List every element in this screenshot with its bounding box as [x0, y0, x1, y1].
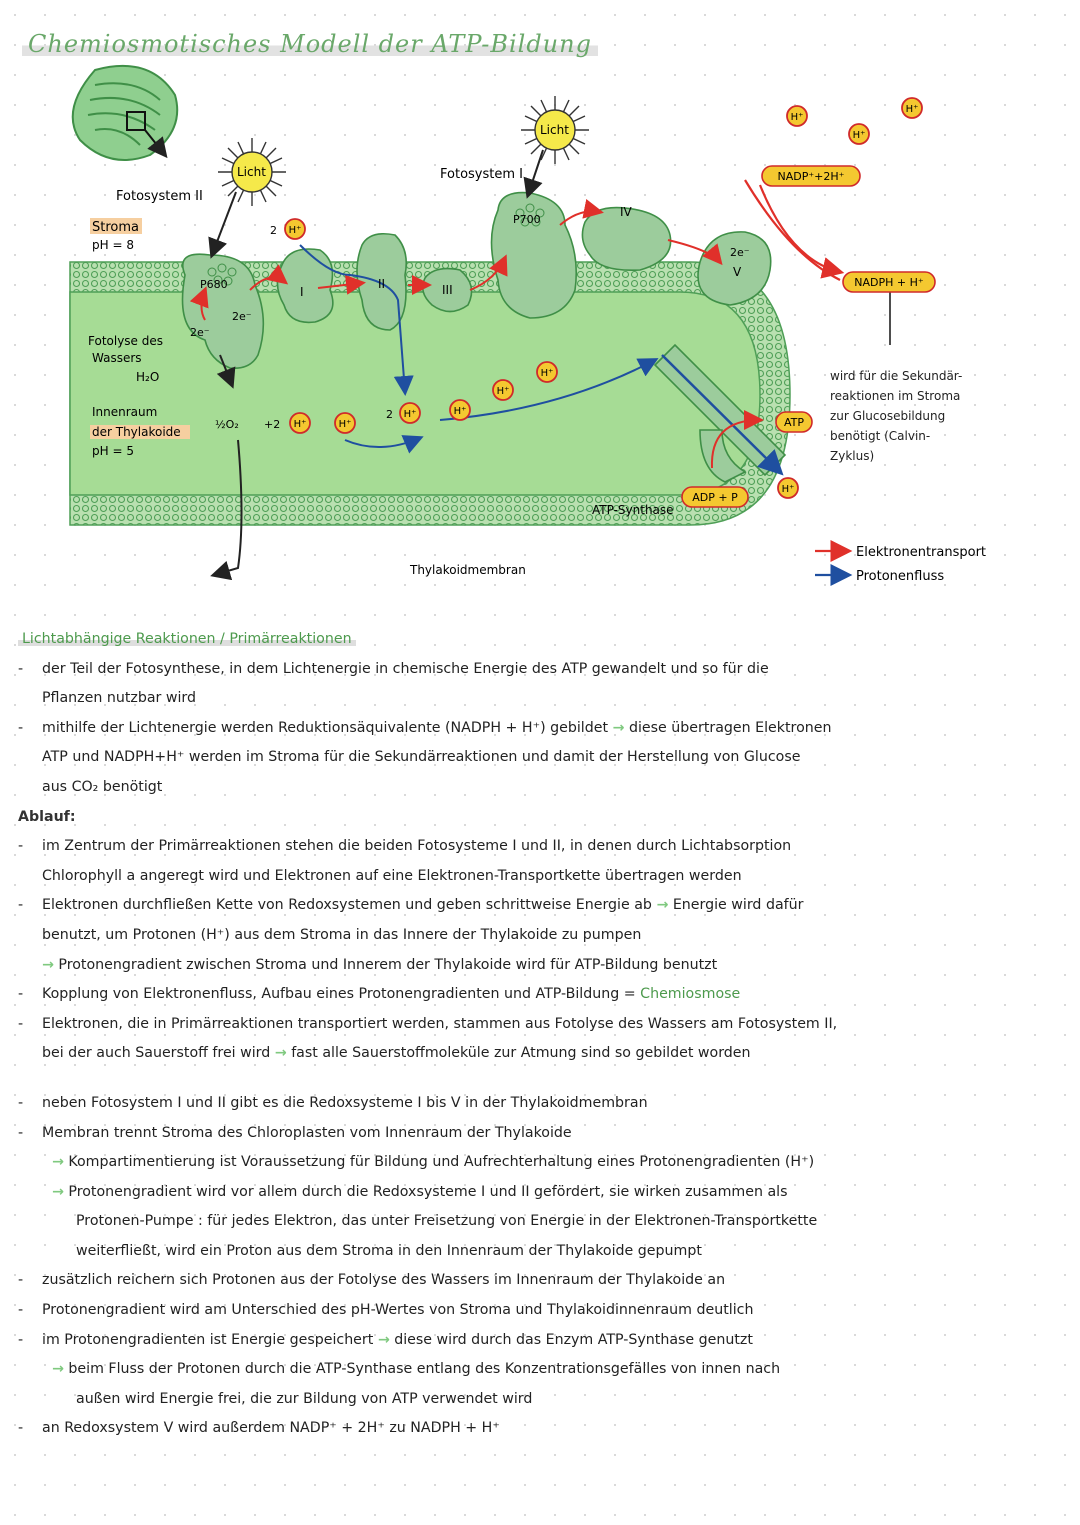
proton-label: H⁺ — [293, 419, 307, 430]
thylakoide-label: der Thylakoide — [92, 425, 181, 439]
adp-badge — [682, 487, 748, 507]
atp-label: ATP — [783, 416, 805, 429]
proton-label: H⁺ — [338, 419, 352, 430]
p680-label: P680 — [200, 278, 228, 291]
complex-1-label: I — [300, 285, 304, 299]
note-line: fast alle Sauerstoffmoleküle zur Atmung sind so gebildet worden — [291, 1045, 751, 1062]
heading-ablauf: Ablauf: — [18, 808, 76, 825]
photosystem-1 — [492, 193, 577, 318]
proton-label: H⁺ — [288, 225, 302, 236]
proton-label: H⁺ — [781, 484, 795, 495]
note-line: ATP und NADPH+H⁺ werden im Stroma für die Sekundärreaktionen und damit der Herstellung von Glucose — [42, 749, 801, 766]
annotation-line: reaktionen im Stroma — [830, 389, 961, 403]
nadp-label: NADP⁺+2H⁺ — [777, 170, 845, 183]
nadph-badge — [843, 272, 935, 292]
h2o-label: H₂O — [136, 370, 160, 384]
note-line: weiterfließt, wird ein Proton aus dem Stroma in den Innenraum der Thylakoide gepumpt — [76, 1242, 702, 1259]
two-e-label: 2e⁻ — [190, 326, 210, 339]
adp-label: ADP + P — [692, 491, 738, 504]
note-line: im Protonengradienten ist Energie gespeichert — [42, 1331, 374, 1348]
note-line: Protonengradient wird vor allem durch die Redoxsysteme I und II gefördert, sie wirken zusammen als — [68, 1183, 788, 1200]
note-line: Elektronen, die in Primärreaktionen transportiert werden, stammen aus Fotolyse des Wassers am Fotosystem II, — [42, 1015, 838, 1032]
two-label: 2 — [270, 224, 277, 237]
plus2-label: +2 — [264, 418, 281, 431]
chemiosmosis-diagram — [0, 0, 1080, 620]
note-line: der Teil der Fotosynthese, in dem Lichtenergie in chemische Energie des ATP gewandelt und so für die — [42, 660, 769, 677]
proton-badge — [450, 400, 470, 420]
note-line: Membran trennt Stroma des Chloroplasten vom Innenraum der Thylakoide — [42, 1124, 572, 1141]
wassers-label: Wassers — [92, 351, 142, 365]
complex-5-label: V — [733, 265, 742, 279]
stroma-label: Stroma — [92, 220, 139, 235]
stroma-ph-label: pH = 8 — [92, 238, 134, 252]
licht-label: Licht — [237, 165, 266, 179]
proton-label: H⁺ — [403, 409, 417, 420]
note-line: bei der auch Sauerstoff frei wird — [42, 1045, 271, 1062]
annotation-line: wird für die Sekundär- — [830, 369, 963, 383]
proton-badge — [902, 98, 922, 118]
o2-label: ½O₂ — [215, 418, 239, 431]
chloroplast-icon — [73, 66, 177, 160]
proton-badge — [400, 403, 420, 423]
note-line: Pflanzen nutzbar wird — [42, 690, 197, 707]
two-e-label: 2e⁻ — [730, 246, 750, 259]
licht-label: Licht — [540, 123, 569, 137]
fotosystem-2-label: Fotosystem II — [116, 189, 203, 204]
p700-label: P700 — [513, 213, 541, 226]
proton-badge — [335, 413, 355, 433]
note-line: diese wird durch das Enzym ATP-Synthase genutzt — [394, 1331, 753, 1348]
nadph-annotation — [830, 366, 962, 466]
note-line: im Zentrum der Primärreaktionen stehen die beiden Fotosysteme I und II, in denen durch Lichtabsorption — [42, 838, 792, 855]
proton-badge — [537, 362, 557, 382]
note-line: an Redoxsystem V wird außerdem NADP⁺ + 2H⁺ zu NADPH + H⁺ — [42, 1420, 500, 1437]
note-line: Energie wird dafür — [672, 897, 804, 914]
proton-badge — [778, 478, 798, 498]
note-line: aus CO₂ benötigt — [42, 778, 163, 795]
note-line: zusätzlich reichern sich Protonen aus der Fotolyse des Wassers im Innenraum der Thylakoide an — [42, 1272, 726, 1289]
legend-electron: Elektronentransport — [856, 545, 987, 560]
atp-badge — [776, 412, 812, 432]
note-line: Protonengradient wird am Unterschied des pH-Wertes von Stroma und Thylakoidinnenraum deutlich — [42, 1302, 754, 1319]
note-line: diese übertragen Elektronen — [628, 719, 832, 736]
proton-label: H⁺ — [852, 130, 866, 141]
proton-badge — [493, 380, 513, 400]
proton-label: H⁺ — [540, 368, 554, 379]
annotation-line: Zyklus) — [830, 449, 875, 463]
proton-label: H⁺ — [453, 406, 467, 417]
notes: Lichtabhängige Reaktionen / Primärreaktionen - der Teil der Fotosynthese, in dem Lichtenergie in chemische Energie des ATP gewandelt und so für die Pflanzen nutzbar wird - mithilfe der Lichtenergie werden Reduktionsäquivalente (NADPH + H⁺) gebildet → diese übertragen Elektronen ATP und NADPH+H⁺ werden im Stroma für die Sekundärreaktionen und damit der Herstellung von Glucose aus CO₂ benötigt Ablauf: - im Zentrum der Primärreaktionen stehen die beiden Fotosysteme I und II, in denen durch Lichtabsorption Chlorophyll a angeregt wird und Elektronen auf eine Elektronen-Transportkette übertragen werden - Elektronen durchfließen Kette von Redoxsystemen und geben schrittweise Energie ab → Energie wird dafür benutzt, um Protonen (H⁺) aus dem Stroma in das Innere der Thylakoide zu pumpen → Protonengradient zwischen Stroma und Innerem der Thylakoide wird für ATP-Bildung benutzt - Kopplung von Elektronenfluss, Aufbau eines Protonengradienten und ATP-Bildung = Chemiosmose - Elektronen, die in Primärreaktionen transportiert werden, stammen aus Fotolyse des Wassers am Fotosystem II, bei der auch Sauerstoff frei wird → fast alle Sauerstoffmoleküle zur Atmung sind so gebildet worden - neben Fotosystem I und II gibt es die Redoxsysteme I bis V in der Thylakoidmembran - Membran trennt Stroma des Chloroplasten vom Innenraum der Thylakoide → Kompartimentierung ist Voraussetzung für Bildung und Aufrechterhaltung eines Protonengradienten (H⁺) → Protonengradient wird vor allem durch die Redoxsysteme I und II gefördert, sie wirken zusammen als Protonen-Pumpe : für jedes Elektron, das unter Freisetzung von Energie in der Elektronen-Transportkette weiterfließt, wird ein Proton aus dem Stroma in den Innenraum der Thylakoide gepumpt - zusätzlich reichern sich Protonen aus der Fotolyse des Wassers im Innenraum der Thylakoide an - Protonengradient wird am Unterschied des pH-Wertes von Stroma und Thylakoidinnenraum deutlich - im Protonengradienten ist Energie gespeichert → diese wird durch das Enzym ATP-Synthase genutzt → beim Fluss der Protonen durch die ATP-Synthase entlang des Konzentrationsgefälles von innen nach außen wird Energie frei, die zur Bildung von ATP verwendet wird - an Redoxsystem V wird außerdem NADP⁺ + 2H⁺ zu NADPH + H⁺ — [18, 631, 838, 1437]
note-line: Protonen-Pumpe : für jedes Elektron, das unter Freisetzung von Energie in der Elektronen-Transportkette — [76, 1213, 818, 1230]
fotolyse-label: Fotolyse des — [88, 334, 163, 348]
two-e-label: 2e⁻ — [232, 310, 252, 323]
innen-ph-label: pH = 5 — [92, 444, 134, 458]
innenraum-label: Innenraum — [92, 405, 158, 419]
complex-4-label: IV — [620, 205, 632, 219]
proton-badge — [849, 124, 869, 144]
proton-badge — [787, 106, 807, 126]
note-line: Protonengradient zwischen Stroma und Innerem der Thylakoide wird für ATP-Bildung benutzt — [58, 956, 718, 973]
note-line: Chlorophyll a angeregt wird und Elektronen auf eine Elektronen-Transportkette übertragen werden — [42, 867, 742, 884]
annotation-line: zur Glucosebildung — [830, 409, 946, 423]
complex-3-label: III — [442, 283, 453, 297]
proton-label: H⁺ — [905, 104, 919, 115]
note-line: Elektronen durchfließen Kette von Redoxsystemen und geben schrittweise Energie ab — [42, 897, 652, 914]
proton-badge — [285, 219, 305, 239]
note-line: außen wird Energie frei, die zur Bildung von ATP verwendet wird — [76, 1390, 533, 1407]
nadph-label: NADPH + H⁺ — [854, 276, 924, 289]
two-label: 2 — [386, 408, 393, 421]
page-title: Chemiosmotisches Modell der ATP-Bildung — [22, 30, 598, 58]
chemiosmose-term: Chemiosmose — [640, 986, 741, 1003]
note-line: mithilfe der Lichtenergie werden Reduktionsäquivalente (NADPH + H⁺) gebildet — [42, 719, 609, 736]
legend — [815, 545, 986, 584]
note-line: beim Fluss der Protonen durch die ATP-Synthase entlang des Konzentrationsgefälles von innen nach — [68, 1361, 781, 1378]
proton-label: H⁺ — [790, 112, 804, 123]
note-line: benutzt, um Protonen (H⁺) aus dem Stroma in das Innere der Thylakoide zu pumpen — [42, 926, 642, 943]
proton-label: H⁺ — [496, 386, 510, 397]
note-line: Kopplung von Elektronenfluss, Aufbau eines Protonengradienten und ATP-Bildung = — [42, 986, 636, 1003]
atp-synthase-label: ATP-Synthase — [592, 503, 674, 517]
note-line: Kompartimentierung ist Voraussetzung für Bildung und Aufrechterhaltung eines Protonengradienten (H⁺) — [68, 1154, 815, 1171]
legend-proton: Protonenfluss — [856, 569, 945, 584]
proton-badge — [290, 413, 310, 433]
thylakoidmembran-label: Thylakoidmembran — [410, 563, 526, 577]
nadp-badge — [762, 166, 860, 186]
fotosystem-1-label: Fotosystem I — [440, 167, 523, 182]
complex-2-label: II — [378, 277, 386, 291]
note-line: neben Fotosystem I und II gibt es die Redoxsysteme I bis V in der Thylakoidmembran — [42, 1094, 648, 1111]
annotation-line: benötigt (Calvin- — [830, 429, 931, 443]
heading-primary: Lichtabhängige Reaktionen / Primärreaktionen — [18, 631, 356, 647]
